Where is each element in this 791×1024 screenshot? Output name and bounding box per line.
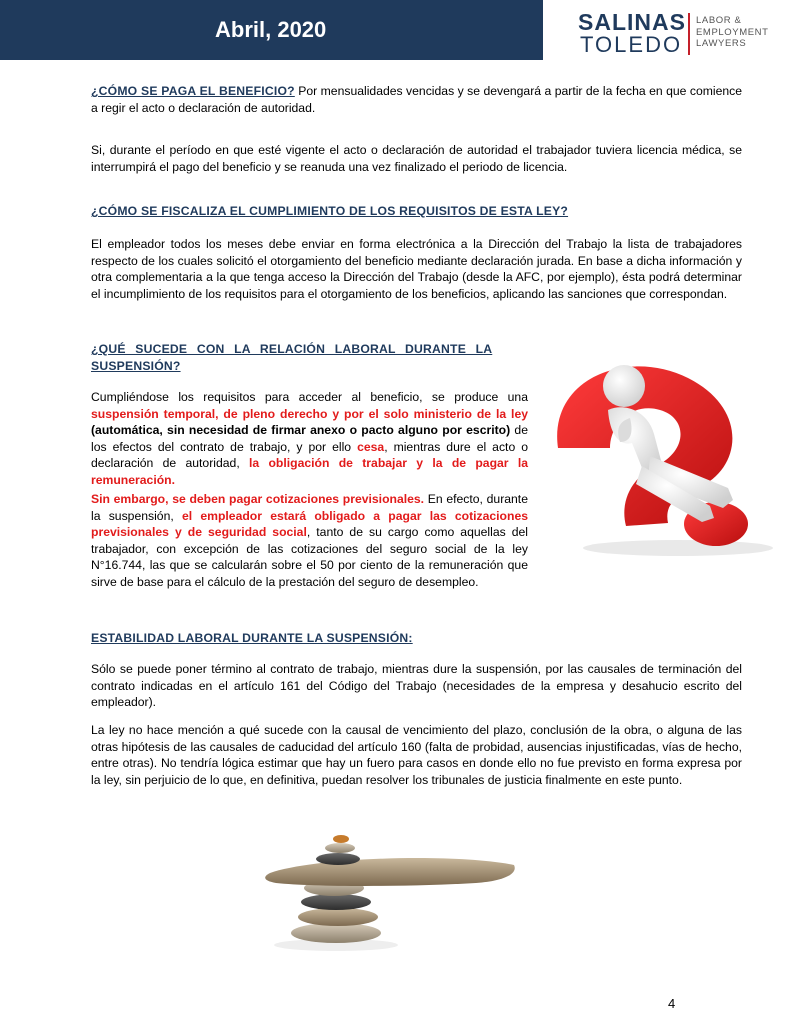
suspension-highlight-cesa: cesa [357, 439, 385, 454]
section-oversight [91, 203, 742, 220]
logo-name-toledo: TOLEDO [580, 32, 683, 57]
balancing-stones-illustration [256, 833, 521, 953]
suspension-paragraph-2 [91, 491, 528, 590]
payment-paragraph [91, 83, 742, 116]
suspension-paragraph-1 [91, 389, 528, 488]
medical-leave-text: Si, durante el período en que esté vigente el acto o declaración de autoridad el trabajador tuviera licencia médica, se interrumpirá el pago del beneficio y se reanuda una vez finalizado el periodo de licencia. [91, 143, 742, 174]
section-payment [91, 83, 742, 116]
logo-tag-line3: LAWYERS [696, 38, 747, 49]
oversight-text: El empleador todos los meses debe enviar en forma electrónica a la Dirección del Trabajo la lista de trabajadores respecto de los cuales solicitó el otorgamiento del beneficio mediante declaración jurada. En base a dicha información y otra complementaria a la que tenga acceso la Dirección del Trabajo (desde la AFC, por ejemplo), ésta podrá determinar el incumplimiento de los requisitos para el otorgamiento de los beneficios, aplicando las sanciones que correspondan. [91, 237, 742, 301]
contributions-highlight-2: el empleador estará obligado a pagar las cotizaciones previsionales y de seguridad social [91, 508, 528, 539]
payment-text: Por mensualidades vencidas y se devengará a partir de la fecha en que comience a regir el acto o declaración de autoridad. [91, 84, 743, 115]
logo-tag-line1: LABOR & [696, 15, 742, 26]
stability-paragraph-2 [91, 722, 742, 788]
page-number: 4 [668, 996, 676, 1011]
stability-heading: ESTABILIDAD LABORAL DURANTE LA SUSPENSIÓN: [91, 631, 413, 645]
logo-name-salinas: SALINAS [578, 9, 686, 35]
payment-heading: ¿CÓMO SE PAGA EL BENEFICIO? [91, 84, 295, 98]
stability-text-1: Sólo se puede poner término al contrato de trabajo, mientras dure la suspensión, por las causales de terminación del contrato indicadas en el artículo 161 del Código del Trabajo (necesidades de la empresa y desahucio escrito del empleador). [91, 662, 742, 709]
logo-tag-line2: EMPLOYMENT [696, 26, 769, 38]
suspension-text-f: , mientras dure el acto o declaración de autoridad, [91, 439, 528, 470]
section-stability [91, 630, 742, 647]
suspension-highlight-1: suspensión temporal, de pleno derecho y por el solo ministerio de la ley [91, 406, 528, 421]
contributions-text-d: , tanto de su cargo como aquellas del trabajador, con excepción de las cotizaciones del seguro social de la ley N°16.744, las que se calcularán sobre el 50 por ciento de la remuneración que sirve de base para el cálculo de la prestación del seguro de desempleo. [91, 525, 528, 589]
suspension-highlight-2: la obligación de trabajar y la de pagar la remuneración. [91, 456, 528, 487]
header-bar [0, 0, 543, 60]
suspension-text-a: Cumpliéndose los requisitos para acceder al beneficio, se produce una [91, 390, 528, 404]
suspension-text-d: de los efectos del contrato de trabajo, y por ello [91, 423, 528, 454]
medical-leave-paragraph [91, 142, 742, 175]
logo-tagline [696, 15, 769, 50]
oversight-heading: ¿CÓMO SE FISCALIZA EL CUMPLIMIENTO DE LOS REQUISITOS DE ESTA LEY? [91, 204, 569, 218]
section-suspension [91, 341, 528, 375]
suspension-heading: ¿QUÉ SUCEDE CON LA RELACIÓN LABORAL DURANTE LA SUSPENSIÓN? [91, 342, 493, 373]
contributions-highlight-1: Sin embargo, se deben pagar cotizaciones previsionales. [91, 492, 425, 506]
suspension-bold-1: (automática, sin necesidad de firmar anexo o pacto alguno por escrito) [91, 423, 511, 437]
header-date: Abril, 2020 [215, 17, 327, 42]
question-mark-chair-illustration [538, 338, 778, 560]
stability-paragraph-1 [91, 661, 742, 711]
logo-divider [688, 13, 690, 55]
company-logo [578, 11, 778, 57]
stability-text-2: La ley no hace mención a qué sucede con la causal de vencimiento del plazo, conclusión de la obra, o alguna de las otras hipótesis de las causales de caducidad del artículo 160 (falta de probidad, ausencias injustificadas, vías de hecho, entre otras). No tendría lógica estimar que hay un fuero para casos en donde ello no fue previsto en forma expresa por la ley, sin perjuicio de lo que, en definitiva, puedan resolver los tribunales de justicia finalmente en este punto. [91, 723, 742, 787]
contributions-text-b: En efecto, durante la suspensión, [91, 492, 528, 523]
oversight-paragraph [91, 236, 742, 302]
